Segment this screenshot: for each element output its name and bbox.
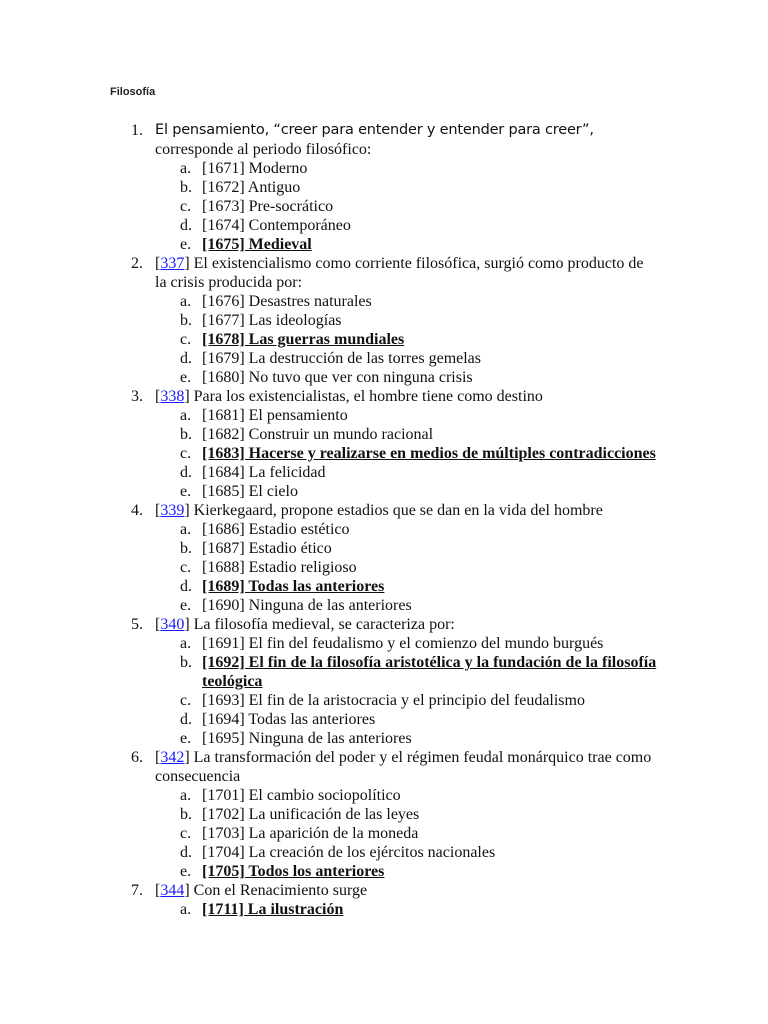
option-text: [1702] La unificación de las leyes xyxy=(202,806,420,823)
option-letter: b. xyxy=(180,426,192,443)
option-letter: d. xyxy=(180,464,192,481)
option-text: [1672] Antiguo xyxy=(202,179,301,196)
option-item-correct xyxy=(155,653,658,691)
correct-answer-text: [1675] Medieval xyxy=(202,236,312,253)
option-list xyxy=(155,406,658,501)
option-item xyxy=(155,786,658,805)
reference-link[interactable]: 342 xyxy=(160,749,185,766)
option-text: [1677] Las ideologías xyxy=(202,312,342,329)
question-number: 1. xyxy=(131,122,143,139)
reference-link[interactable]: 340 xyxy=(160,616,185,633)
question-text-line: [339] Kierkegaard, propone estadios que se dan en la vida del hombre xyxy=(155,502,603,519)
option-list xyxy=(155,520,658,615)
option-item xyxy=(155,159,658,178)
option-letter: c. xyxy=(180,445,192,462)
question-text: La transformación del poder y el régimen feudal monárquico trae como consecuencia xyxy=(155,749,652,785)
question-text: Para los existencialistas, el hombre tiene como destino xyxy=(193,388,543,405)
option-letter: b. xyxy=(180,312,192,329)
correct-answer-text: [1689] Todas las anteriores xyxy=(202,578,385,595)
option-text: [1703] La aparición de la moneda xyxy=(202,825,419,842)
option-letter: c. xyxy=(180,825,192,842)
option-text: [1671] Moderno xyxy=(202,160,308,177)
option-item xyxy=(155,691,658,710)
option-text: [1686] Estadio estético xyxy=(202,521,350,538)
option-item xyxy=(155,178,658,197)
question-item xyxy=(0,881,768,919)
option-letter: e. xyxy=(180,597,192,614)
option-text: [1695] Ninguna de las anteriores xyxy=(202,730,412,747)
option-letter: e. xyxy=(180,369,192,386)
question-number: 5. xyxy=(131,616,143,633)
question-item xyxy=(0,387,768,501)
option-text: [1691] El fin del feudalismo y el comienzo del mundo burgués xyxy=(202,635,604,652)
question-text-line: [337] El existencialismo como corriente filosófica, surgió como producto de la crisis producida por: xyxy=(155,255,644,291)
option-letter: d. xyxy=(180,711,192,728)
option-item xyxy=(155,292,658,311)
option-text: [1688] Estadio religioso xyxy=(202,559,357,576)
document-title: Filosofía xyxy=(110,86,156,98)
question-item xyxy=(0,615,768,748)
reference-link[interactable]: 339 xyxy=(160,502,185,519)
question-text: El pensamiento, “creer para entender y entender para creer”, xyxy=(155,122,594,138)
option-letter: c. xyxy=(180,692,192,709)
option-text: [1690] Ninguna de las anteriores xyxy=(202,597,412,614)
reference-link[interactable]: 337 xyxy=(160,255,185,272)
option-text: [1680] No tuvo que ver con ninguna crisis xyxy=(202,369,473,386)
option-letter: e. xyxy=(180,730,192,747)
option-item xyxy=(155,805,658,824)
question-number: 7. xyxy=(131,882,143,899)
question-item xyxy=(0,121,768,254)
option-letter: a. xyxy=(180,160,192,177)
question-item xyxy=(0,254,768,387)
question-text: Kierkegaard, propone estadios que se dan en la vida del hombre xyxy=(193,502,603,519)
option-letter: e. xyxy=(180,236,192,253)
question-text-line: [344] Con el Renacimiento surge xyxy=(155,882,368,899)
option-item xyxy=(155,368,658,387)
option-letter: a. xyxy=(180,901,192,918)
option-text: [1682] Construir un mundo racional xyxy=(202,426,434,443)
option-letter: c. xyxy=(180,198,192,215)
option-text: [1676] Desastres naturales xyxy=(202,293,372,310)
option-item xyxy=(155,406,658,425)
option-letter: b. xyxy=(180,806,192,823)
option-item xyxy=(155,520,658,539)
option-item xyxy=(155,710,658,729)
option-letter: a. xyxy=(180,521,192,538)
option-item xyxy=(155,311,658,330)
option-item-correct xyxy=(155,235,658,254)
option-item xyxy=(155,463,658,482)
option-letter: a. xyxy=(180,293,192,310)
option-item-correct xyxy=(155,862,658,881)
option-letter: c. xyxy=(180,559,192,576)
question-item xyxy=(0,501,768,615)
option-letter: e. xyxy=(180,863,192,880)
option-list xyxy=(155,786,658,881)
question-text: Con el Renacimiento surge xyxy=(193,882,368,899)
option-item-correct xyxy=(155,900,658,919)
option-letter: e. xyxy=(180,483,192,500)
option-letter: d. xyxy=(180,578,192,595)
reference-link[interactable]: 338 xyxy=(160,388,185,405)
option-text: [1701] El cambio sociopolítico xyxy=(202,787,401,804)
option-item-correct xyxy=(155,577,658,596)
option-letter: b. xyxy=(180,179,192,196)
question-number: 2. xyxy=(131,255,143,272)
option-text: [1704] La creación de los ejércitos nacionales xyxy=(202,844,496,861)
option-letter: a. xyxy=(180,635,192,652)
correct-answer-text: [1678] Las guerras mundiales xyxy=(202,331,405,348)
option-item xyxy=(155,197,658,216)
option-list xyxy=(155,292,658,387)
option-letter: d. xyxy=(180,217,192,234)
question-number: 3. xyxy=(131,388,143,405)
option-text: [1681] El pensamiento xyxy=(202,407,348,424)
option-letter: d. xyxy=(180,350,192,367)
correct-answer-text: [1705] Todos los anteriores xyxy=(202,863,385,880)
option-item-correct xyxy=(155,444,658,463)
option-item xyxy=(155,425,658,444)
option-letter: a. xyxy=(180,407,192,424)
option-item-correct xyxy=(155,330,658,349)
option-letter: b. xyxy=(180,654,192,671)
option-letter: a. xyxy=(180,787,192,804)
question-text-continued: corresponde al periodo filosófico: xyxy=(155,141,372,158)
option-letter: c. xyxy=(180,331,192,348)
option-item xyxy=(155,634,658,653)
option-item xyxy=(155,558,658,577)
option-text: [1684] La felicidad xyxy=(202,464,326,481)
question-text-line: [338] Para los existencialistas, el hombre tiene como destino xyxy=(155,388,543,405)
option-text: [1694] Todas las anteriores xyxy=(202,711,376,728)
question-text-line: [342] La transformación del poder y el régimen feudal monárquico trae como consecuencia xyxy=(155,749,652,785)
option-text: [1685] El cielo xyxy=(202,483,298,500)
option-item xyxy=(155,596,658,615)
question-text: La filosofía medieval, se caracteriza por: xyxy=(193,616,455,633)
option-list xyxy=(155,159,658,254)
question-number: 4. xyxy=(131,502,143,519)
option-list xyxy=(155,900,658,919)
option-item xyxy=(155,482,658,501)
correct-answer-text: [1711] La ilustración xyxy=(202,901,344,918)
option-item xyxy=(155,729,658,748)
option-text: [1679] La destrucción de las torres gemelas xyxy=(202,350,482,367)
option-text: [1673] Pre-socrático xyxy=(202,198,334,215)
option-letter: b. xyxy=(180,540,192,557)
option-text: [1693] El fin de la aristocracia y el principio del feudalismo xyxy=(202,692,585,709)
option-letter: d. xyxy=(180,844,192,861)
question-item xyxy=(0,748,768,881)
option-item xyxy=(155,216,658,235)
option-item xyxy=(155,539,658,558)
option-item xyxy=(155,349,658,368)
question-text: El existencialismo como corriente filosófica, surgió como producto de la crisis producida por: xyxy=(155,255,644,291)
option-list xyxy=(155,634,658,748)
correct-answer-text: [1683] Hacerse y realizarse en medios de múltiples contradicciones xyxy=(202,445,656,462)
option-item xyxy=(155,824,658,843)
option-text: [1687] Estadio ético xyxy=(202,540,332,557)
option-item xyxy=(155,843,658,862)
reference-link[interactable]: 344 xyxy=(160,882,185,899)
question-list xyxy=(0,121,768,919)
correct-answer-text: [1692] El fin de la filosofía aristotélica y la fundación de la filosofía teológica xyxy=(202,654,657,690)
question-text-line: [340] La filosofía medieval, se caracteriza por: xyxy=(155,616,455,633)
question-number: 6. xyxy=(131,749,143,766)
option-text: [1674] Contemporáneo xyxy=(202,217,351,234)
